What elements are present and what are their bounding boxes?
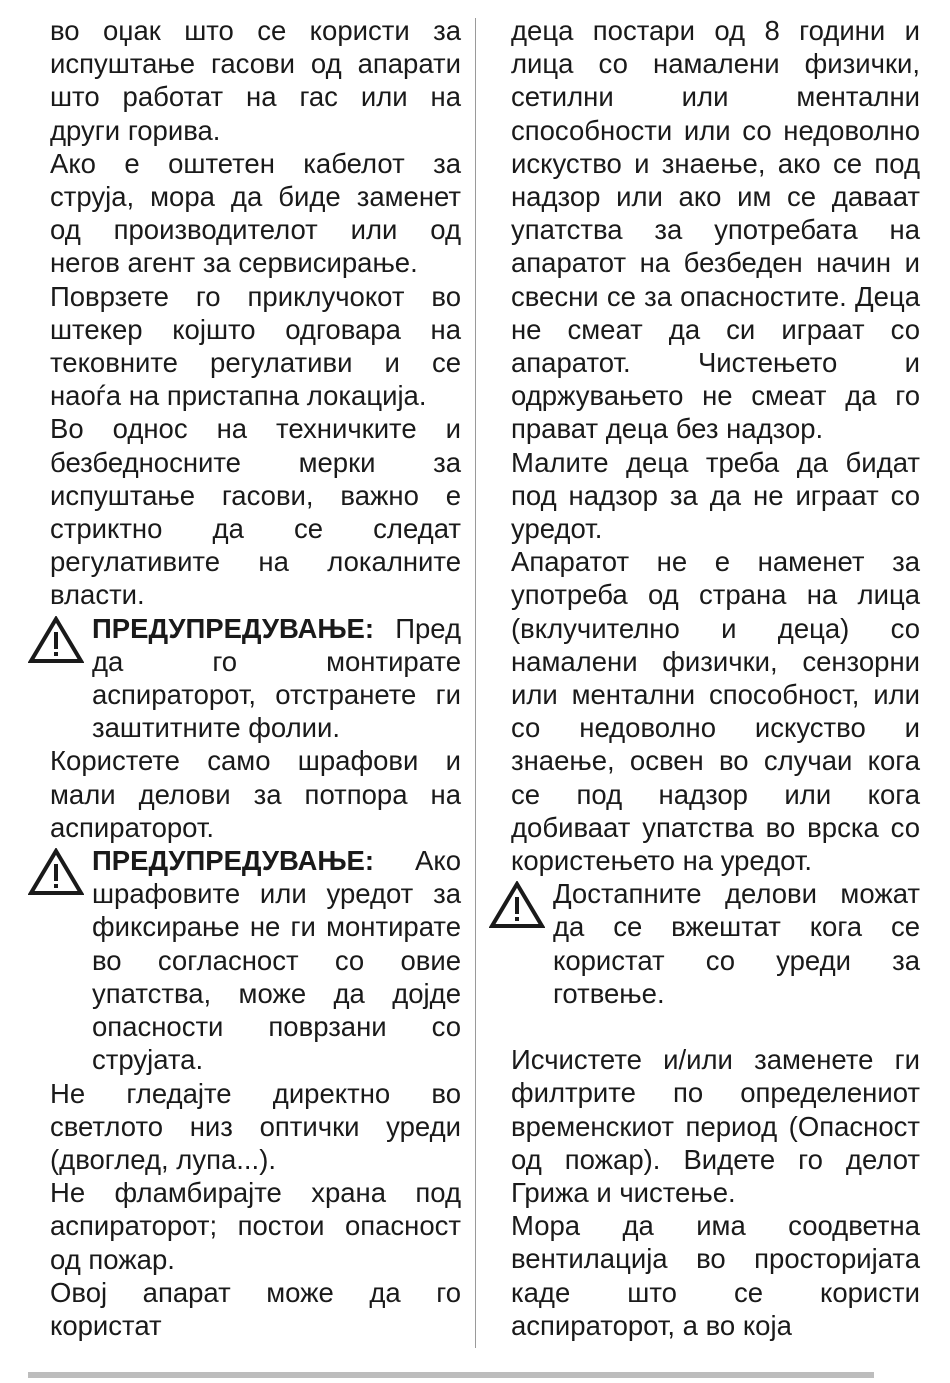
column-divider [475,18,476,1348]
warning-block [511,877,920,1010]
paragraph: во оџак што се користи за испуштање гасови од апарати што работат на гас или на други горива. [50,15,461,146]
paragraph: деца постари од 8 години и лица со намалени физички, сетилни или ментални способности или со недоволно искуство и знаење, ако се под надзор или ако им се даваат упатства за употребата на апаратот на безбеден начин и свесни се за опасностите. Деца не смеат да си играат со апаратот. Чистењето и одржувањето не смеат да го прават деца без надзор. [511,15,920,445]
warning-label: ПРЕДУПРЕДУВАЊЕ: [92,612,375,644]
paragraph: Овој апарат може да го користат [50,1276,461,1341]
warning-triangle-icon [28,848,84,896]
paragraph: Апаратот не е наменет за употреба од страна на лица (вклучително и деца) со намалени физички, сензорни или ментални способност, или со недоволно искуство и знаење, освен во случаи кога се под надзор или кога добиваат упатства во врска со користењето на уредот. [511,546,920,877]
paragraph: Малите деца треба да бидат под надзор за да не играат со уредот. [511,446,920,545]
paragraph: Користете само шрафови и мали делови за потпора на аспираторот. [50,745,461,843]
warning-triangle-icon [489,881,545,929]
paragraph: Не фламбирајте храна под аспираторот; постои опасност од пожар. [50,1177,461,1275]
blank-line [511,1010,920,1043]
paragraph: Ако е оштетен кабелот за струја, мора да биде заменет од производителот или од негов агент за сервисирање. [50,147,461,279]
left-column [50,14,461,1342]
warning-label: ПРЕДУПРЕДУВАЊЕ: [92,845,375,877]
footer-rule [28,1372,874,1378]
warning-text: Ако шрафовите или уредот за фиксирање не ги монтирате во согласност со овие упатства, може да дојде опасности поврзани со струјата. [92,845,461,1076]
paragraph: Во однос на техничките и безбедносните мерки за испуштање гасови, важно е стриктно да се следат регулативите на локалните власти. [50,413,461,611]
paragraph: Не гледајте директно во светлото низ оптички уреди (двоглед, лупа...). [50,1077,461,1175]
paragraph: Мора да има соодветна вентилација во просторијата каде што се користи аспираторот, а во која [511,1210,920,1341]
warning-text: Пред да го монтирате аспираторот, отстранете ги заштитните фолии. [92,612,461,744]
warning-text: Достапните делови можат да се вжештат кога се користат со уреди за готвење. [553,878,920,1009]
warning-triangle-icon [28,616,84,664]
right-column [511,14,920,1342]
paragraph: Исчистете и/или заменете ги филтрите по определениот временскиот период (Опасност од пожар). Видете го делот Грижа и чистење. [511,1044,920,1208]
paragraph: Поврзете го приклучокот во штекер којшто одговара на тековните регулативи и се наоѓа на пристапна локација. [50,280,461,412]
warning-block [50,612,461,745]
warning-block [50,844,461,1076]
